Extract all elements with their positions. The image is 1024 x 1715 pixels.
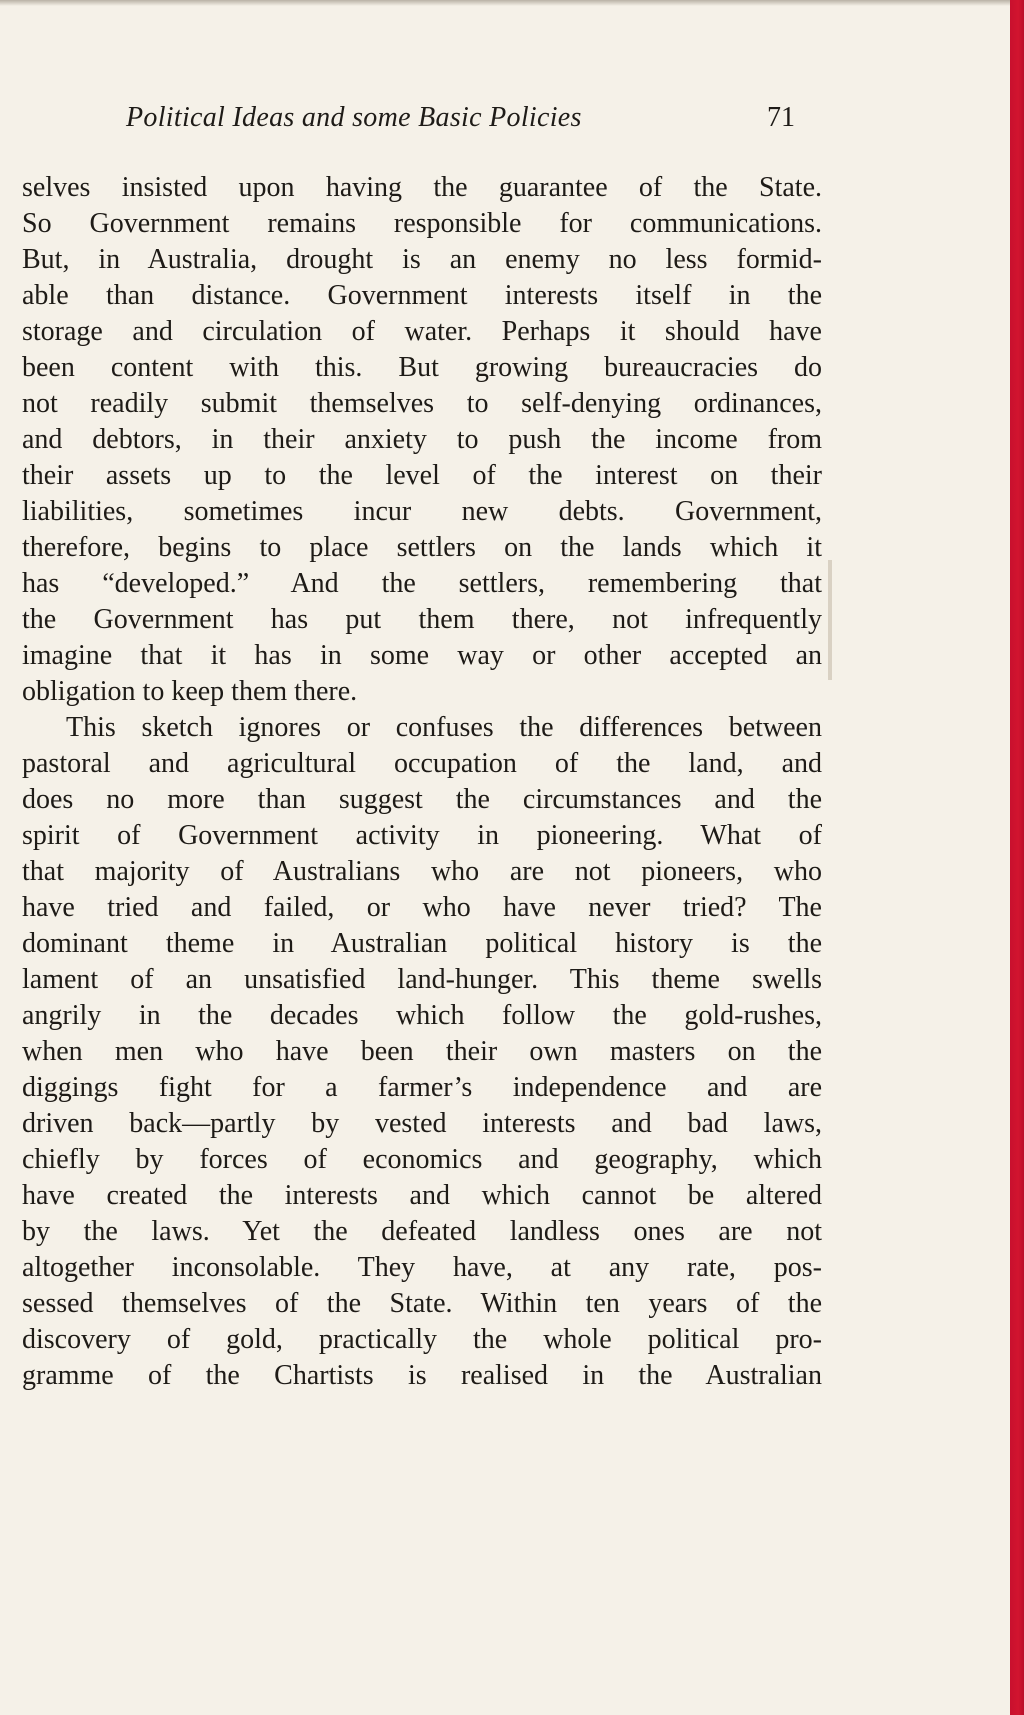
text-line: So Government remains responsible for communications. — [22, 208, 822, 239]
page-top-edge — [0, 0, 1010, 6]
text-line: altogether inconsolable. They have, at any rate, pos- — [22, 1252, 822, 1283]
text-line: lament of an unsatisfied land-hunger. This theme swells — [22, 964, 822, 995]
text-line: that majority of Australians who are not pioneers, who — [22, 856, 822, 887]
body-text — [22, 170, 822, 1394]
text-line: chiefly by forces of economics and geography, which — [22, 1144, 822, 1175]
text-line: discovery of gold, practically the whole political pro- — [22, 1324, 822, 1355]
text-line: not readily submit themselves to self-denying ordinances, — [22, 388, 822, 419]
text-line: by the laws. Yet the defeated landless ones are not — [22, 1216, 822, 1247]
text-line: diggings fight for a farmer’s independence and are — [22, 1072, 822, 1103]
text-line: and debtors, in their anxiety to push the income from — [22, 424, 822, 455]
text-line: been content with this. But growing bureaucracies do — [22, 352, 822, 383]
text-line: dominant theme in Australian political history is the — [22, 928, 822, 959]
text-line: gramme of the Chartists is realised in the Australian — [22, 1360, 822, 1391]
text-line: sessed themselves of the State. Within ten years of the — [22, 1288, 822, 1319]
text-line: selves insisted upon having the guarantee of the State. — [22, 172, 822, 203]
running-title: Political Ideas and some Basic Policies — [126, 102, 582, 133]
text-line: driven back—partly by vested interests and bad laws, — [22, 1108, 822, 1139]
paragraph-2 — [22, 710, 822, 1394]
text-line: spirit of Government activity in pioneering. What of — [22, 820, 822, 851]
text-line: obligation to keep them there. — [22, 676, 358, 707]
text-line: able than distance. Government interests itself in the — [22, 280, 822, 311]
text-line: when men who have been their own masters on the — [22, 1036, 822, 1067]
text-line: This sketch ignores or confuses the differences between — [66, 712, 822, 743]
text-line: does no more than suggest the circumstances and the — [22, 784, 822, 815]
text-line: has “developed.” And the settlers, remembering that — [22, 568, 822, 599]
text-line: imagine that it has in some way or other accepted an — [22, 640, 822, 671]
margin-pencil-mark — [828, 560, 832, 680]
paragraph-1 — [22, 170, 822, 710]
text-line: therefore, begins to place settlers on the lands which it — [22, 532, 822, 563]
text-line: storage and circulation of water. Perhaps it should have — [22, 316, 822, 347]
text-line: the Government has put them there, not infrequently — [22, 604, 822, 635]
text-line: their assets up to the level of the interest on their — [22, 460, 822, 491]
text-line: liabilities, sometimes incur new debts. Government, — [22, 496, 822, 527]
page-edge-red — [1010, 0, 1024, 1715]
text-line: have tried and failed, or who have never tried? The — [22, 892, 822, 923]
text-line: have created the interests and which cannot be altered — [22, 1180, 822, 1211]
text-line: angrily in the decades which follow the gold-rushes, — [22, 1000, 822, 1031]
page-header — [0, 102, 1010, 142]
text-line: pastoral and agricultural occupation of the land, and — [22, 748, 822, 779]
text-line: But, in Australia, drought is an enemy no less formid- — [22, 244, 822, 275]
page-number: 71 — [767, 102, 795, 133]
